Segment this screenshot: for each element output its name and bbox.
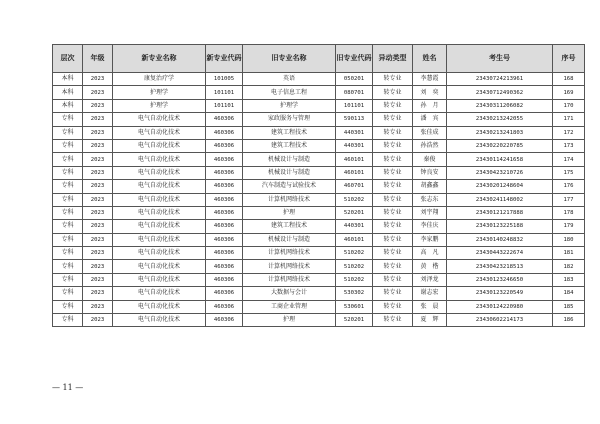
table-row	[53, 273, 585, 286]
cell-change-type: 转专业	[373, 99, 413, 112]
cell-exam-id: 23430201248604	[447, 180, 553, 193]
cell-new-code: 460306	[206, 233, 243, 246]
cell-name: 刘 奕	[413, 86, 447, 99]
cell-old-major: 家政服务与管理	[243, 113, 336, 126]
table-row	[53, 233, 585, 246]
cell-level: 专科	[53, 260, 83, 273]
header-name: 姓名	[413, 45, 447, 73]
cell-grade: 2023	[83, 300, 113, 313]
cell-index: 176	[553, 180, 585, 193]
cell-new-code: 460306	[206, 153, 243, 166]
cell-index: 175	[553, 166, 585, 179]
cell-new-code: 101101	[206, 99, 243, 112]
cell-old-code: 460701	[336, 180, 373, 193]
cell-grade: 2023	[83, 287, 113, 300]
cell-old-major: 计算机网络技术	[243, 273, 336, 286]
cell-new-code: 460306	[206, 166, 243, 179]
table-row	[53, 180, 585, 193]
cell-new-code: 460306	[206, 206, 243, 219]
table-row	[53, 300, 585, 313]
cell-change-type: 转专业	[373, 73, 413, 86]
cell-level: 专科	[53, 166, 83, 179]
cell-new-major: 电气自动化技术	[113, 273, 206, 286]
cell-old-code: 590113	[336, 113, 373, 126]
cell-new-code: 460306	[206, 180, 243, 193]
cell-level: 专科	[53, 314, 83, 327]
cell-change-type: 转专业	[373, 273, 413, 286]
cell-new-major: 电气自动化技术	[113, 287, 206, 300]
cell-index: 181	[553, 247, 585, 260]
cell-exam-id: 23430123220549	[447, 287, 553, 300]
cell-change-type: 转专业	[373, 247, 413, 260]
cell-level: 专科	[53, 273, 83, 286]
cell-old-major: 工商企业管理	[243, 300, 336, 313]
cell-new-major: 电气自动化技术	[113, 153, 206, 166]
table-row	[53, 139, 585, 152]
cell-change-type: 转专业	[373, 166, 413, 179]
cell-change-type: 转专业	[373, 260, 413, 273]
cell-old-code: 520201	[336, 314, 373, 327]
cell-old-code: 440301	[336, 139, 373, 152]
cell-index: 171	[553, 113, 585, 126]
cell-level: 专科	[53, 247, 83, 260]
cell-old-major: 建筑工程技术	[243, 220, 336, 233]
cell-old-major: 电子信息工程	[243, 86, 336, 99]
cell-old-code: 050201	[336, 73, 373, 86]
cell-new-major: 电气自动化技术	[113, 300, 206, 313]
cell-level: 专科	[53, 113, 83, 126]
page-number: — 11 —	[52, 383, 84, 392]
cell-change-type: 转专业	[373, 86, 413, 99]
cell-exam-id: 23430423218513	[447, 260, 553, 273]
cell-level: 本科	[53, 86, 83, 99]
cell-grade: 2023	[83, 273, 113, 286]
cell-new-major: 电气自动化技术	[113, 113, 206, 126]
cell-change-type: 转专业	[373, 180, 413, 193]
cell-level: 专科	[53, 300, 83, 313]
cell-change-type: 转专业	[373, 220, 413, 233]
header-new-code: 新专业代码	[206, 45, 243, 73]
cell-change-type: 转专业	[373, 153, 413, 166]
cell-exam-id: 23430213242055	[447, 113, 553, 126]
cell-new-major: 电气自动化技术	[113, 180, 206, 193]
cell-exam-id: 23430121217888	[447, 206, 553, 219]
cell-exam-id: 23430311206082	[447, 99, 553, 112]
cell-grade: 2023	[83, 113, 113, 126]
cell-index: 186	[553, 314, 585, 327]
header-exam-id: 考生号	[447, 45, 553, 73]
cell-level: 专科	[53, 126, 83, 139]
cell-index: 174	[553, 153, 585, 166]
cell-name: 孙浩然	[413, 139, 447, 152]
header-old-major: 旧专业名称	[243, 45, 336, 73]
cell-old-code: 530601	[336, 300, 373, 313]
student-transfer-table	[52, 44, 585, 327]
cell-name: 张志东	[413, 193, 447, 206]
cell-new-code: 460306	[206, 247, 243, 260]
cell-name: 张佳成	[413, 126, 447, 139]
cell-exam-id: 23430124220980	[447, 300, 553, 313]
cell-name: 胡鑫鑫	[413, 180, 447, 193]
cell-name: 高 凡	[413, 247, 447, 260]
table-row	[53, 73, 585, 86]
cell-change-type: 转专业	[373, 233, 413, 246]
table-row	[53, 260, 585, 273]
cell-new-code: 460306	[206, 273, 243, 286]
cell-level: 专科	[53, 220, 83, 233]
cell-name: 夏 辉	[413, 314, 447, 327]
table-row	[53, 166, 585, 179]
header-level: 层次	[53, 45, 83, 73]
cell-new-code: 460306	[206, 314, 243, 327]
cell-level: 专科	[53, 233, 83, 246]
cell-name: 李慧霞	[413, 73, 447, 86]
cell-name: 谢志宏	[413, 287, 447, 300]
cell-name: 张 晨	[413, 300, 447, 313]
table-header-row	[53, 45, 585, 73]
cell-name: 秦俊	[413, 153, 447, 166]
cell-index: 177	[553, 193, 585, 206]
cell-name: 潘 宾	[413, 113, 447, 126]
cell-change-type: 转专业	[373, 126, 413, 139]
cell-old-major: 计算机网络技术	[243, 247, 336, 260]
cell-old-code: 460101	[336, 153, 373, 166]
cell-old-major: 护理	[243, 206, 336, 219]
table-row	[53, 247, 585, 260]
cell-old-code: 510202	[336, 247, 373, 260]
cell-exam-id: 23430213241803	[447, 126, 553, 139]
header-new-major: 新专业名称	[113, 45, 206, 73]
cell-index: 180	[553, 233, 585, 246]
header-old-code: 旧专业代码	[336, 45, 373, 73]
header-index: 序号	[553, 45, 585, 73]
cell-new-code: 460306	[206, 126, 243, 139]
cell-index: 184	[553, 287, 585, 300]
cell-exam-id: 23430220220785	[447, 139, 553, 152]
cell-grade: 2023	[83, 99, 113, 112]
cell-old-major: 建筑工程技术	[243, 139, 336, 152]
cell-exam-id: 23430140248832	[447, 233, 553, 246]
table-row	[53, 86, 585, 99]
cell-grade: 2023	[83, 166, 113, 179]
cell-new-major: 电气自动化技术	[113, 233, 206, 246]
cell-level: 专科	[53, 153, 83, 166]
cell-old-code: 440301	[336, 126, 373, 139]
cell-name: 钟良安	[413, 166, 447, 179]
cell-level: 专科	[53, 206, 83, 219]
cell-index: 183	[553, 273, 585, 286]
cell-exam-id: 23430123225188	[447, 220, 553, 233]
table-row	[53, 113, 585, 126]
cell-exam-id: 23430123246650	[447, 273, 553, 286]
cell-name: 刘宇翔	[413, 206, 447, 219]
cell-new-code: 101101	[206, 86, 243, 99]
cell-grade: 2023	[83, 314, 113, 327]
cell-new-major: 电气自动化技术	[113, 260, 206, 273]
cell-exam-id: 23430724213961	[447, 73, 553, 86]
cell-exam-id: 23430602214173	[447, 314, 553, 327]
table-row	[53, 287, 585, 300]
table-row	[53, 220, 585, 233]
cell-new-major: 电气自动化技术	[113, 220, 206, 233]
cell-index: 168	[553, 73, 585, 86]
cell-old-major: 护理	[243, 314, 336, 327]
cell-new-code: 460306	[206, 139, 243, 152]
cell-new-code: 460306	[206, 220, 243, 233]
cell-old-major: 机械设计与制造	[243, 153, 336, 166]
cell-new-code: 460306	[206, 287, 243, 300]
cell-change-type: 转专业	[373, 314, 413, 327]
cell-old-major: 机械设计与制造	[243, 166, 336, 179]
cell-index: 178	[553, 206, 585, 219]
table-row	[53, 99, 585, 112]
cell-grade: 2023	[83, 153, 113, 166]
cell-old-major: 建筑工程技术	[243, 126, 336, 139]
cell-old-major: 护理学	[243, 99, 336, 112]
cell-grade: 2023	[83, 139, 113, 152]
table-body	[53, 73, 585, 327]
cell-change-type: 转专业	[373, 193, 413, 206]
cell-grade: 2023	[83, 247, 113, 260]
cell-exam-id: 23430423210726	[447, 166, 553, 179]
cell-level: 专科	[53, 139, 83, 152]
cell-old-code: 510202	[336, 273, 373, 286]
cell-grade: 2023	[83, 180, 113, 193]
cell-change-type: 转专业	[373, 113, 413, 126]
cell-exam-id: 23430241148002	[447, 193, 553, 206]
cell-exam-id: 23430443222674	[447, 247, 553, 260]
cell-old-major: 计算机网络技术	[243, 260, 336, 273]
cell-change-type: 转专业	[373, 139, 413, 152]
cell-old-code: 510202	[336, 193, 373, 206]
cell-old-code: 460101	[336, 166, 373, 179]
cell-new-major: 康复治疗学	[113, 73, 206, 86]
cell-old-code: 510202	[336, 260, 373, 273]
cell-grade: 2023	[83, 260, 113, 273]
cell-name: 李家鹏	[413, 233, 447, 246]
cell-new-major: 电气自动化技术	[113, 193, 206, 206]
cell-index: 179	[553, 220, 585, 233]
cell-grade: 2023	[83, 206, 113, 219]
cell-old-code: 530302	[336, 287, 373, 300]
cell-index: 182	[553, 260, 585, 273]
table-row	[53, 126, 585, 139]
cell-level: 专科	[53, 180, 83, 193]
transfer-table-container	[52, 44, 584, 327]
cell-grade: 2023	[83, 220, 113, 233]
table-row	[53, 153, 585, 166]
cell-change-type: 转专业	[373, 300, 413, 313]
header-grade: 年级	[83, 45, 113, 73]
cell-old-major: 英语	[243, 73, 336, 86]
cell-new-major: 护理学	[113, 99, 206, 112]
cell-index: 185	[553, 300, 585, 313]
table-row	[53, 314, 585, 327]
cell-old-code: 460101	[336, 233, 373, 246]
cell-grade: 2023	[83, 126, 113, 139]
cell-new-code: 460306	[206, 300, 243, 313]
cell-grade: 2023	[83, 73, 113, 86]
cell-index: 173	[553, 139, 585, 152]
cell-name: 李佳庆	[413, 220, 447, 233]
cell-new-major: 电气自动化技术	[113, 206, 206, 219]
cell-grade: 2023	[83, 86, 113, 99]
cell-old-major: 机械设计与制造	[243, 233, 336, 246]
cell-old-code: 520201	[336, 206, 373, 219]
cell-level: 本科	[53, 73, 83, 86]
cell-old-code: 101101	[336, 99, 373, 112]
header-change-type: 异动类型	[373, 45, 413, 73]
cell-new-major: 电气自动化技术	[113, 166, 206, 179]
cell-exam-id: 23430114241658	[447, 153, 553, 166]
cell-exam-id: 23430712490362	[447, 86, 553, 99]
cell-change-type: 转专业	[373, 206, 413, 219]
table-row	[53, 206, 585, 219]
cell-old-code: 080701	[336, 86, 373, 99]
cell-new-code: 460306	[206, 260, 243, 273]
cell-index: 170	[553, 99, 585, 112]
cell-new-major: 护理学	[113, 86, 206, 99]
cell-grade: 2023	[83, 193, 113, 206]
cell-new-major: 电气自动化技术	[113, 126, 206, 139]
cell-new-major: 电气自动化技术	[113, 139, 206, 152]
cell-new-code: 460306	[206, 113, 243, 126]
table-row	[53, 193, 585, 206]
cell-index: 172	[553, 126, 585, 139]
cell-new-code: 101005	[206, 73, 243, 86]
cell-new-code: 460306	[206, 193, 243, 206]
cell-grade: 2023	[83, 233, 113, 246]
cell-level: 本科	[53, 99, 83, 112]
cell-name: 黄 楷	[413, 260, 447, 273]
cell-level: 专科	[53, 287, 83, 300]
cell-change-type: 转专业	[373, 287, 413, 300]
cell-old-major: 汽车制造与试验技术	[243, 180, 336, 193]
cell-name: 孙 月	[413, 99, 447, 112]
cell-new-major: 电气自动化技术	[113, 247, 206, 260]
cell-index: 169	[553, 86, 585, 99]
cell-name: 刘泽龙	[413, 273, 447, 286]
cell-old-code: 440301	[336, 220, 373, 233]
cell-old-major: 计算机网络技术	[243, 193, 336, 206]
cell-new-major: 电气自动化技术	[113, 314, 206, 327]
cell-old-major: 大数据与会计	[243, 287, 336, 300]
cell-level: 专科	[53, 193, 83, 206]
